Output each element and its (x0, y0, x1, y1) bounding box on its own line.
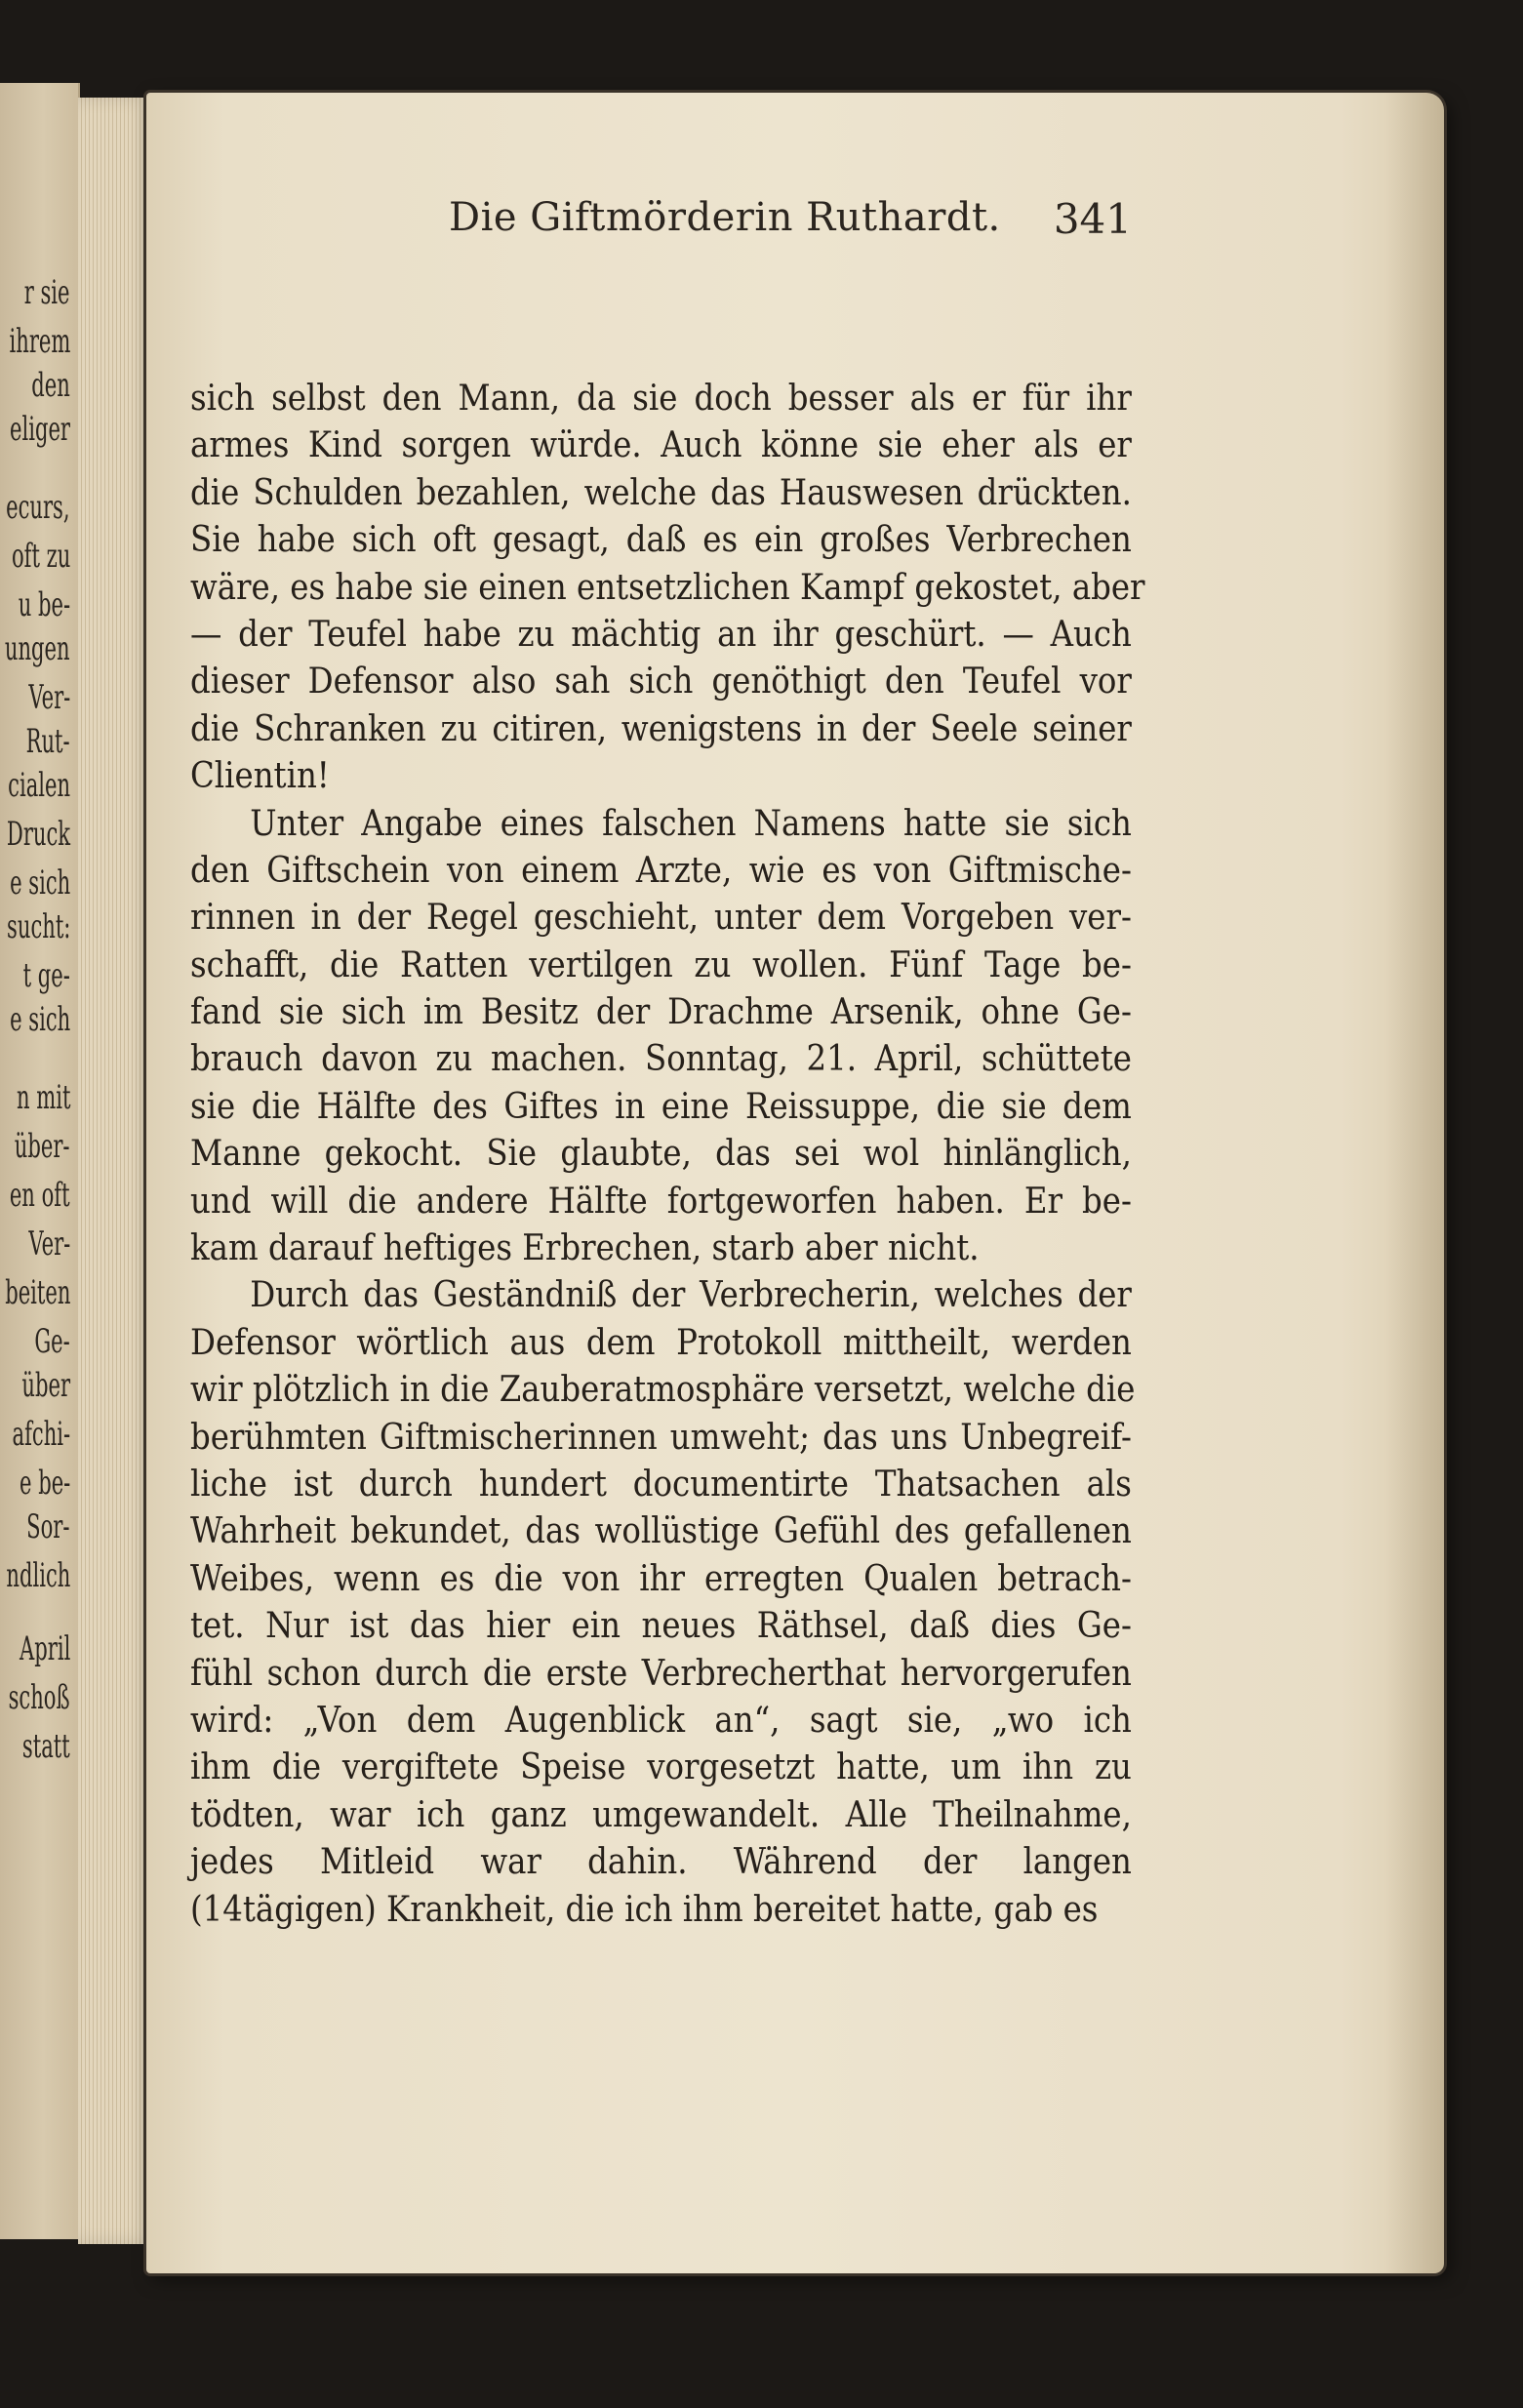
text-line: den Giftschein von einem Arzte, wie es von Giftmische- (190, 850, 1132, 891)
running-head-title: Die Giftmörderin Ruthardt. (449, 195, 1001, 240)
left-page-fragment: schoß (9, 1678, 70, 1717)
left-page-fragment: Ver- (28, 1224, 70, 1264)
left-page-fragment: cialen (8, 766, 70, 805)
left-page-fragment: ecurs, (6, 488, 70, 527)
left-page-fragment: e be- (19, 1464, 70, 1503)
page-number: 341 (1053, 195, 1132, 243)
left-page-fragment: April (19, 1629, 70, 1668)
left-page-fragment: sucht: (6, 907, 70, 946)
left-page-fragment: statt (22, 1727, 70, 1766)
text-line: Clientin! (190, 756, 330, 797)
text-line: sich selbst den Mann, da sie doch besser als er für ihr (190, 379, 1132, 419)
left-page-fragment: afchi- (12, 1415, 70, 1454)
left-page-fragment: den (31, 366, 70, 405)
left-page-fragment: ndlich (6, 1556, 70, 1595)
left-page-fragment: beiten (4, 1273, 70, 1312)
text-line: tet. Nur ist das hier ein neues Räthsel, daß dies Ge- (190, 1606, 1132, 1647)
text-line: wäre, es habe sie einen entsetzlichen Kampf gekostet, aber (190, 567, 1145, 608)
text-line: brauch davon zu machen. Sonntag, 21. April, schüttete (190, 1039, 1132, 1080)
text-line: dieser Defensor also sah sich genöthigt den Teufel vor (190, 662, 1132, 702)
text-line: Weibes, wenn es die von ihr erregten Qualen betrach- (190, 1558, 1132, 1599)
text-line: fand sie sich im Besitz der Drachme Arsenik, ohne Ge- (190, 992, 1132, 1033)
text-line: Wahrheit bekundet, das wollüstige Gefühl des gefallenen (190, 1511, 1132, 1552)
left-page-fragment: r sie (24, 273, 70, 312)
left-page-fragment: en oft (10, 1176, 70, 1215)
text-line: tödten, war ich ganz umgewandelt. Alle Theilnahme, (190, 1794, 1132, 1835)
text-line: und will die andere Hälfte fortgeworfen haben. Er be- (190, 1181, 1132, 1222)
text-line: die Schulden bezahlen, welche das Hauswesen drückten. (190, 472, 1132, 513)
text-line: Sie habe sich oft gesagt, daß es ein großes Verbrechen (190, 520, 1132, 561)
text-line: liche ist durch hundert documentirte Thatsachen als (190, 1464, 1132, 1505)
left-page-fragment: eliger (9, 410, 70, 449)
text-line: wird: „Von dem Augenblick an“, sagt sie, „wo ich (190, 1700, 1132, 1741)
left-page-fragment: über- (15, 1127, 70, 1166)
left-page-fragment: Ver- (28, 678, 70, 717)
text-line: (14tägigen) Krankheit, die ich ihm bereitet hatte, gab es (190, 1889, 1099, 1930)
text-line: armes Kind sorgen würde. Auch könne sie eher als er (190, 425, 1132, 466)
left-page-edge (0, 83, 80, 2239)
page-gutter (78, 98, 156, 2244)
left-page-fragment: e sich (9, 863, 70, 903)
text-line: fühl schon durch die erste Verbrecherthat hervorgerufen (190, 1653, 1132, 1694)
text-line: ihm die vergiftete Speise vorgesetzt hatte, um ihn zu (190, 1747, 1132, 1788)
text-line: sie die Hälfte des Giftes in eine Reissuppe, die sie dem (190, 1086, 1132, 1127)
left-page-fragment: ungen (5, 629, 70, 668)
left-page-fragment: n mit (16, 1078, 70, 1117)
body-text (190, 376, 1145, 1934)
left-page-fragment: Rut- (25, 722, 70, 761)
left-page-fragment: ihrem (9, 322, 70, 361)
text-line: Durch das Geständniß der Verbrecherin, welches der (250, 1275, 1132, 1316)
text-line: Defensor wörtlich aus dem Protokoll mittheilt, werden (190, 1322, 1132, 1363)
left-page-fragment: Ge- (34, 1322, 70, 1361)
left-page-fragment: u be- (18, 585, 70, 624)
left-page-fragment: über (21, 1366, 70, 1405)
left-page-fragment: Sor- (26, 1507, 70, 1546)
text-line: Unter Angabe eines falschen Namens hatte sie sich (250, 803, 1132, 844)
text-line: berühmten Giftmischerinnen umweht; das uns Unbegreif- (190, 1417, 1132, 1458)
text-line: Manne gekocht. Sie glaubte, das sei wol hinlänglich, (190, 1134, 1132, 1175)
text-line: — der Teufel habe zu mächtig an ihr geschürt. — Auch (190, 614, 1132, 655)
text-line: jedes Mitleid war dahin. Während der langen (190, 1842, 1132, 1883)
text-line: wir plötzlich in die Zauberatmosphäre versetzt, welche die (190, 1370, 1136, 1411)
left-page-fragment: oft zu (11, 537, 70, 576)
text-line: schafft, die Ratten vertilgen zu wollen. Fünf Tage be- (190, 944, 1132, 985)
text-line: die Schranken zu citiren, wenigstens in der Seele seiner (190, 708, 1132, 749)
running-head (293, 195, 1132, 263)
text-line: rinnen in der Regel geschieht, unter dem Vorgeben ver- (190, 898, 1132, 939)
left-page-fragment: e sich (9, 1000, 70, 1039)
page-edge-shadow (1385, 93, 1444, 2273)
left-page-fragment: Druck (6, 815, 70, 854)
left-page-fragment: t ge- (22, 956, 70, 995)
text-line: kam darauf heftiges Erbrechen, starb aber nicht. (190, 1228, 980, 1269)
